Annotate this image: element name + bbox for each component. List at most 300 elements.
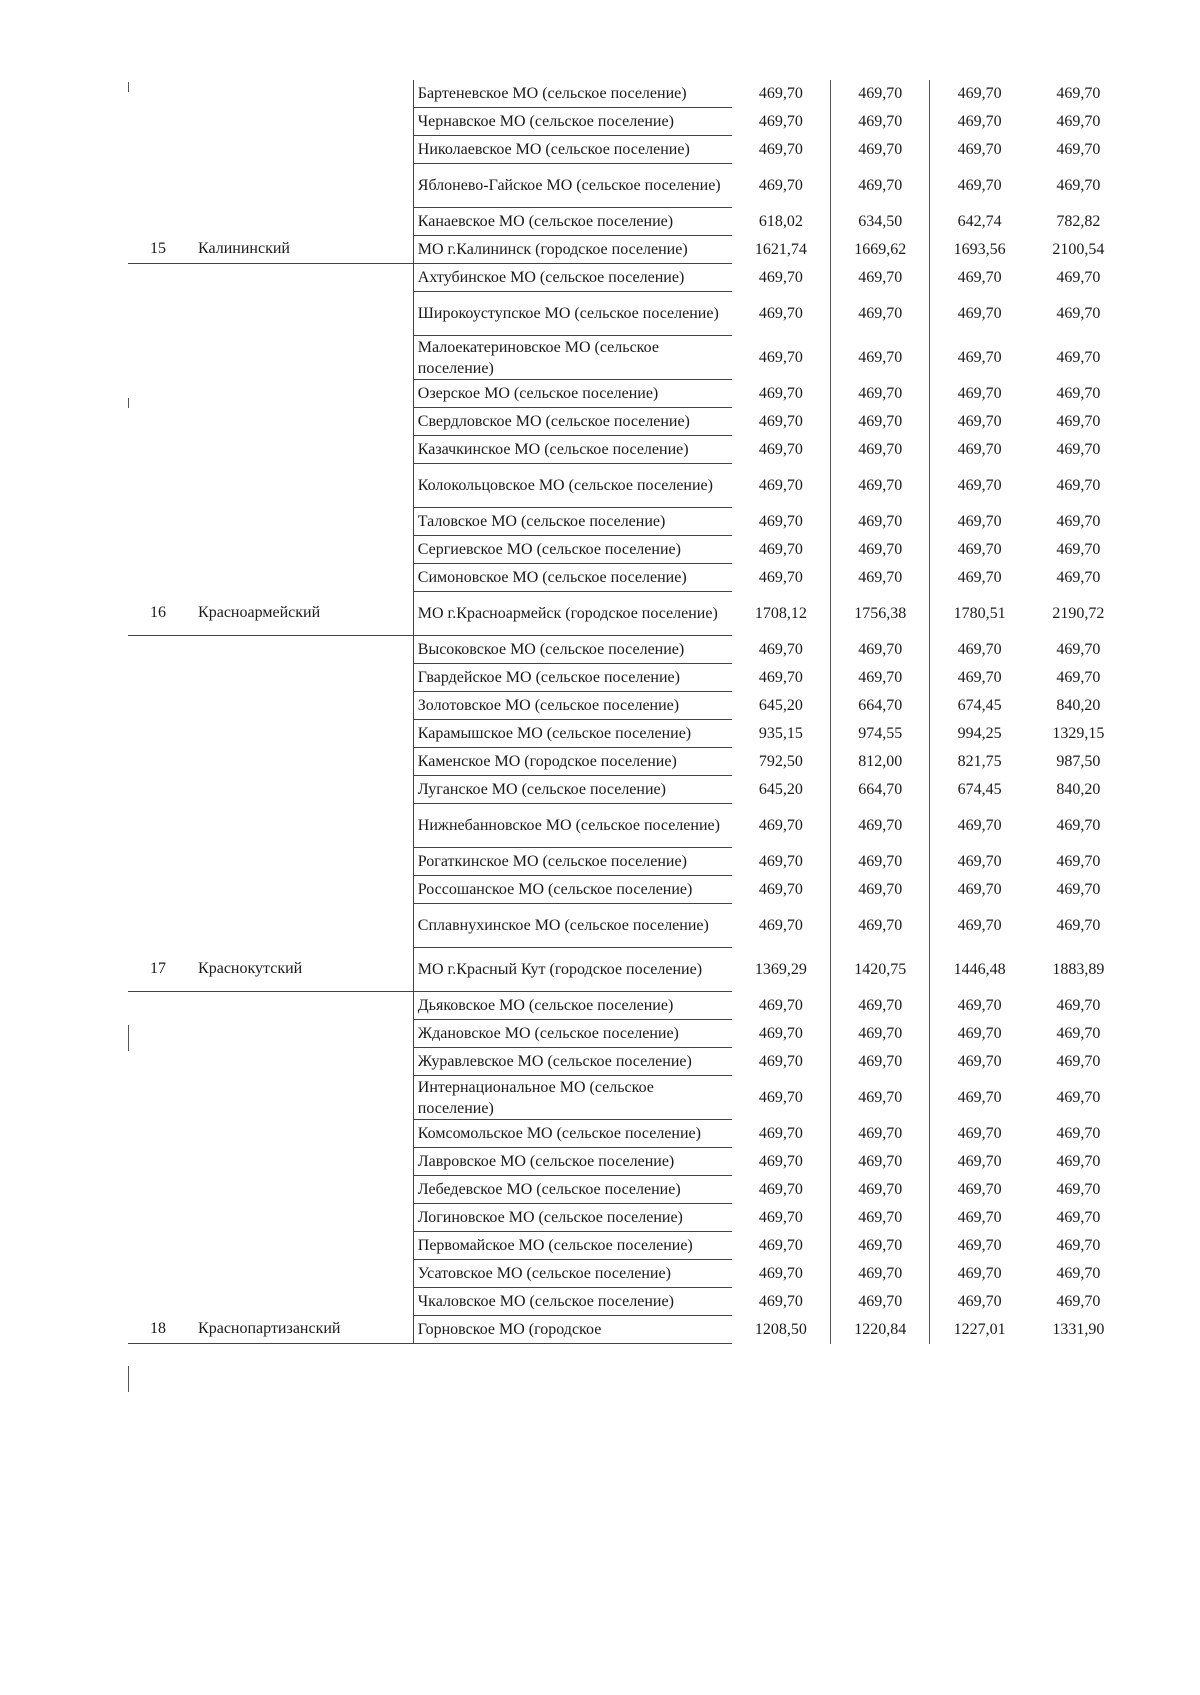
value-1: 469,70	[758, 268, 803, 286]
value-2: 974,55	[831, 720, 930, 748]
row-number	[128, 136, 188, 164]
district-name	[188, 1260, 413, 1288]
value-2: 469,70	[831, 992, 930, 1020]
municipality-name: Логиновское МО (сельское поселение)	[413, 1204, 731, 1232]
value-4: 469,70	[1056, 1052, 1101, 1070]
value-1: 469,70	[758, 816, 803, 834]
value-1: 469,70	[758, 1088, 803, 1106]
row-number	[128, 508, 188, 536]
row-number	[128, 1020, 188, 1048]
district-name	[188, 80, 413, 108]
table-row	[128, 1048, 1128, 1076]
value-3: 469,70	[930, 1048, 1029, 1076]
value-2: 469,70	[831, 136, 930, 164]
value-2: 469,70	[831, 876, 930, 904]
district-name	[188, 804, 413, 848]
district-name	[188, 464, 413, 508]
municipality-name: Лавровское МО (сельское поселение)	[413, 1148, 731, 1176]
value-2: 469,70	[831, 108, 930, 136]
value-2: 1220,84	[831, 1316, 930, 1344]
municipality-name: Колокольцовское МО (сельское поселение)	[413, 464, 731, 508]
value-1: 469,70	[758, 140, 803, 158]
value-4: 469,70	[1056, 540, 1101, 558]
value-4: 469,70	[1056, 816, 1101, 834]
subsidy-table	[128, 80, 1128, 1344]
district-name	[188, 508, 413, 536]
district-name	[188, 848, 413, 876]
value-3: 469,70	[930, 408, 1029, 436]
table-row	[128, 1020, 1128, 1048]
table-row	[128, 1120, 1128, 1148]
district-name	[188, 1020, 413, 1048]
district-name	[188, 748, 413, 776]
district-name	[188, 692, 413, 720]
value-1: 1708,12	[754, 604, 807, 622]
row-number	[128, 776, 188, 804]
value-3: 469,70	[930, 1288, 1029, 1316]
value-2: 469,70	[831, 1232, 930, 1260]
value-4: 469,70	[1056, 268, 1101, 286]
value-2: 664,70	[831, 692, 930, 720]
row-number	[128, 992, 188, 1020]
value-4: 469,70	[1056, 1088, 1101, 1106]
value-2: 469,70	[831, 804, 930, 848]
value-3: 469,70	[930, 536, 1029, 564]
value-3: 1693,56	[930, 236, 1029, 264]
scan-mark	[128, 1366, 129, 1392]
row-number	[128, 408, 188, 436]
municipality-name: Казачкинское МО (сельское поселение)	[413, 436, 731, 464]
row-number	[128, 1260, 188, 1288]
value-3: 469,70	[930, 664, 1029, 692]
district-name	[188, 776, 413, 804]
row-number	[128, 80, 188, 108]
municipality-name: Бартеневское МО (сельское поселение)	[413, 80, 731, 108]
municipality-name: Чернавское МО (сельское поселение)	[413, 108, 731, 136]
municipality-name: Горновское МО (городское	[413, 1316, 731, 1344]
table-row	[128, 564, 1128, 592]
value-4: 469,70	[1056, 512, 1101, 530]
value-1: 469,70	[758, 1292, 803, 1310]
municipality-name: МО г.Калининск (городское поселение)	[413, 236, 731, 264]
value-2: 469,70	[831, 1176, 930, 1204]
table-row	[128, 80, 1128, 108]
row-number	[128, 1288, 188, 1316]
value-1: 469,70	[758, 348, 803, 366]
value-4: 469,70	[1056, 852, 1101, 870]
district-name	[188, 536, 413, 564]
value-4: 469,70	[1056, 1024, 1101, 1042]
value-4: 469,70	[1056, 476, 1101, 494]
value-2: 469,70	[831, 1048, 930, 1076]
value-3: 469,70	[930, 992, 1029, 1020]
value-4: 469,70	[1056, 1292, 1101, 1310]
table-row	[128, 664, 1128, 692]
district-name	[188, 664, 413, 692]
district-name	[188, 1076, 413, 1120]
table-row	[128, 1288, 1128, 1316]
municipality-name: Гвардейское МО (сельское поселение)	[413, 664, 731, 692]
table-row	[128, 536, 1128, 564]
municipality-name: Каменское МО (городское поселение)	[413, 748, 731, 776]
municipality-name: Симоновское МО (сельское поселение)	[413, 564, 731, 592]
row-number: 17	[128, 948, 188, 992]
district-name	[188, 1204, 413, 1232]
value-2: 469,70	[831, 380, 930, 408]
value-1: 469,70	[758, 916, 803, 934]
table-row	[128, 508, 1128, 536]
table-row	[128, 720, 1128, 748]
table-row	[128, 636, 1128, 664]
value-2: 1420,75	[831, 948, 930, 992]
value-3: 469,70	[930, 80, 1029, 108]
value-3: 469,70	[930, 336, 1029, 380]
value-3: 642,74	[930, 208, 1029, 236]
value-1: 469,70	[758, 880, 803, 898]
municipality-name: Дьяковское МО (сельское поселение)	[413, 992, 731, 1020]
table-row	[128, 1076, 1128, 1120]
value-1: 469,70	[758, 1180, 803, 1198]
value-1: 469,70	[758, 384, 803, 402]
value-3: 469,70	[930, 848, 1029, 876]
table-row	[128, 748, 1128, 776]
value-3: 469,70	[930, 1076, 1029, 1120]
value-3: 674,45	[930, 776, 1029, 804]
value-4: 469,70	[1056, 880, 1101, 898]
value-4: 2190,72	[1052, 604, 1105, 622]
value-1: 469,70	[758, 476, 803, 494]
value-1: 469,70	[758, 1236, 803, 1254]
row-number: 18	[128, 1316, 188, 1344]
value-4: 469,70	[1056, 996, 1101, 1014]
value-2: 469,70	[831, 436, 930, 464]
municipality-name: Усатовское МО (сельское поселение)	[413, 1260, 731, 1288]
value-4: 1331,90	[1052, 1320, 1105, 1338]
row-number	[128, 1076, 188, 1120]
value-1: 469,70	[758, 1152, 803, 1170]
value-1: 469,70	[758, 112, 803, 130]
value-3: 469,70	[930, 508, 1029, 536]
district-name	[188, 1048, 413, 1076]
table-row	[128, 108, 1128, 136]
value-2: 469,70	[831, 1260, 930, 1288]
value-3: 469,70	[930, 564, 1029, 592]
value-4: 469,70	[1056, 1152, 1101, 1170]
value-4: 469,70	[1056, 440, 1101, 458]
row-number	[128, 904, 188, 948]
value-2: 469,70	[831, 264, 930, 292]
value-4: 840,20	[1056, 696, 1101, 714]
district-name: Краснопартизанский	[188, 1316, 413, 1344]
row-number	[128, 1176, 188, 1204]
value-2: 664,70	[831, 776, 930, 804]
value-2: 469,70	[831, 1148, 930, 1176]
table-row	[128, 264, 1128, 292]
table-row	[128, 436, 1128, 464]
value-4: 469,70	[1056, 1236, 1101, 1254]
scan-mark	[128, 1025, 129, 1051]
district-name	[188, 164, 413, 208]
value-3: 469,70	[930, 1020, 1029, 1048]
municipality-name: Чкаловское МО (сельское поселение)	[413, 1288, 731, 1316]
value-3: 469,70	[930, 636, 1029, 664]
value-1: 469,70	[758, 1124, 803, 1142]
value-1: 469,70	[758, 852, 803, 870]
value-3: 821,75	[930, 748, 1029, 776]
table-row	[128, 1204, 1128, 1232]
value-4: 469,70	[1056, 176, 1101, 194]
table-row	[128, 992, 1128, 1020]
municipality-name: Малоекатериновское МО (сельское поселение)	[413, 336, 731, 380]
district-row	[128, 948, 1128, 992]
district-name	[188, 1148, 413, 1176]
municipality-name: Первомайское МО (сельское поселение)	[413, 1232, 731, 1260]
district-name	[188, 876, 413, 904]
district-name	[188, 1232, 413, 1260]
row-number	[128, 164, 188, 208]
value-3: 469,70	[930, 436, 1029, 464]
table-row	[128, 804, 1128, 848]
value-2: 469,70	[831, 664, 930, 692]
value-4: 469,70	[1056, 916, 1101, 934]
row-number	[128, 636, 188, 664]
municipality-name: Журавлевское МО (сельское поселение)	[413, 1048, 731, 1076]
district-name	[188, 292, 413, 336]
row-number	[128, 336, 188, 380]
value-4: 987,50	[1056, 752, 1101, 770]
district-name	[188, 108, 413, 136]
value-2: 469,70	[831, 80, 930, 108]
value-1: 469,70	[758, 176, 803, 194]
municipality-name: Сплавнухинское МО (сельское поселение)	[413, 904, 731, 948]
value-3: 469,70	[930, 292, 1029, 336]
row-number	[128, 108, 188, 136]
district-name	[188, 564, 413, 592]
value-4: 1883,89	[1052, 960, 1105, 978]
table-row	[128, 904, 1128, 948]
district-row	[128, 592, 1128, 636]
row-number	[128, 436, 188, 464]
value-2: 469,70	[831, 904, 930, 948]
value-3: 469,70	[930, 1148, 1029, 1176]
value-1: 792,50	[758, 752, 803, 770]
value-1: 645,20	[758, 780, 803, 798]
row-number	[128, 1048, 188, 1076]
table-row	[128, 1148, 1128, 1176]
row-number	[128, 264, 188, 292]
value-2: 812,00	[831, 748, 930, 776]
value-3: 674,45	[930, 692, 1029, 720]
row-number	[128, 536, 188, 564]
value-3: 1227,01	[930, 1316, 1029, 1344]
municipality-name: Ждановское МО (сельское поселение)	[413, 1020, 731, 1048]
value-4: 469,70	[1056, 640, 1101, 658]
table-row	[128, 776, 1128, 804]
table-row	[128, 464, 1128, 508]
value-4: 1329,15	[1052, 724, 1105, 742]
value-1: 469,70	[758, 512, 803, 530]
value-4: 469,70	[1056, 140, 1101, 158]
value-1: 1369,29	[754, 960, 807, 978]
district-name	[188, 1120, 413, 1148]
value-3: 994,25	[930, 720, 1029, 748]
table-row	[128, 136, 1128, 164]
value-2: 469,70	[831, 536, 930, 564]
value-3: 469,70	[930, 164, 1029, 208]
scan-mark	[128, 82, 129, 92]
value-1: 469,70	[758, 540, 803, 558]
district-name	[188, 904, 413, 948]
municipality-name: Озерское МО (сельское поселение)	[413, 380, 731, 408]
value-4: 469,70	[1056, 1208, 1101, 1226]
district-name	[188, 436, 413, 464]
district-row	[128, 236, 1128, 264]
value-1: 469,70	[758, 1208, 803, 1226]
value-2: 469,70	[831, 408, 930, 436]
municipality-name: Широкоуступское МО (сельское поселение)	[413, 292, 731, 336]
table-row	[128, 408, 1128, 436]
value-4: 840,20	[1056, 780, 1101, 798]
table-row	[128, 208, 1128, 236]
municipality-name: Рогаткинское МО (сельское поселение)	[413, 848, 731, 876]
district-name	[188, 380, 413, 408]
district-name	[188, 636, 413, 664]
row-number	[128, 804, 188, 848]
district-name	[188, 136, 413, 164]
value-3: 469,70	[930, 136, 1029, 164]
value-2: 1669,62	[831, 236, 930, 264]
row-number: 16	[128, 592, 188, 636]
municipality-name: Комсомольское МО (сельское поселение)	[413, 1120, 731, 1148]
table-row	[128, 1260, 1128, 1288]
value-2: 469,70	[831, 636, 930, 664]
value-2: 469,70	[831, 848, 930, 876]
district-name	[188, 1176, 413, 1204]
table-row	[128, 876, 1128, 904]
municipality-name: Россошанское МО (сельское поселение)	[413, 876, 731, 904]
row-number	[128, 720, 188, 748]
row-number	[128, 848, 188, 876]
scan-mark	[128, 398, 129, 408]
value-3: 1446,48	[930, 948, 1029, 992]
municipality-name: Лебедевское МО (сельское поселение)	[413, 1176, 731, 1204]
value-1: 469,70	[758, 668, 803, 686]
value-3: 469,70	[930, 1260, 1029, 1288]
district-name	[188, 720, 413, 748]
value-4: 469,70	[1056, 668, 1101, 686]
value-2: 469,70	[831, 1076, 930, 1120]
row-number	[128, 876, 188, 904]
district-row	[128, 1316, 1128, 1344]
table-row	[128, 164, 1128, 208]
value-3: 1780,51	[930, 592, 1029, 636]
value-1: 469,70	[758, 640, 803, 658]
value-4: 782,82	[1056, 212, 1101, 230]
district-name	[188, 264, 413, 292]
row-number	[128, 664, 188, 692]
table-row	[128, 848, 1128, 876]
value-4: 469,70	[1056, 1124, 1101, 1142]
district-name	[188, 408, 413, 436]
value-1: 645,20	[758, 696, 803, 714]
district-name: Красноармейский	[188, 592, 413, 636]
row-number	[128, 692, 188, 720]
value-2: 469,70	[831, 164, 930, 208]
value-2: 469,70	[831, 336, 930, 380]
value-2: 469,70	[831, 1120, 930, 1148]
value-1: 1208,50	[754, 1320, 807, 1338]
value-1: 469,70	[758, 1264, 803, 1282]
municipality-name: Карамышское МО (сельское поселение)	[413, 720, 731, 748]
value-1: 935,15	[758, 724, 803, 742]
row-number	[128, 1120, 188, 1148]
municipality-name: Интернациональное МО (сельское поселение)	[413, 1076, 731, 1120]
value-2: 469,70	[831, 508, 930, 536]
value-4: 469,70	[1056, 1180, 1101, 1198]
row-number	[128, 748, 188, 776]
value-3: 469,70	[930, 1204, 1029, 1232]
municipality-name: Нижнебанновское МО (сельское поселение)	[413, 804, 731, 848]
municipality-name: Таловское МО (сельское поселение)	[413, 508, 731, 536]
municipality-name: Канаевское МО (сельское поселение)	[413, 208, 731, 236]
value-1: 469,70	[758, 412, 803, 430]
value-1: 469,70	[758, 304, 803, 322]
value-1: 469,70	[758, 568, 803, 586]
value-1: 469,70	[758, 1024, 803, 1042]
value-4: 469,70	[1056, 412, 1101, 430]
value-3: 469,70	[930, 904, 1029, 948]
row-number	[128, 292, 188, 336]
municipality-name: Высоковское МО (сельское поселение)	[413, 636, 731, 664]
row-number	[128, 1232, 188, 1260]
value-2: 469,70	[831, 1020, 930, 1048]
value-3: 469,70	[930, 264, 1029, 292]
value-4: 469,70	[1056, 384, 1101, 402]
value-2: 1756,38	[831, 592, 930, 636]
table-row	[128, 380, 1128, 408]
table-row	[128, 1232, 1128, 1260]
value-1: 469,70	[758, 996, 803, 1014]
municipality-name: Ахтубинское МО (сельское поселение)	[413, 264, 731, 292]
district-name	[188, 208, 413, 236]
district-name	[188, 336, 413, 380]
value-1: 1621,74	[754, 240, 807, 258]
value-2: 469,70	[831, 1204, 930, 1232]
value-3: 469,70	[930, 1120, 1029, 1148]
value-3: 469,70	[930, 380, 1029, 408]
municipality-name: Сергиевское МО (сельское поселение)	[413, 536, 731, 564]
value-2: 469,70	[831, 464, 930, 508]
row-number	[128, 1204, 188, 1232]
row-number	[128, 208, 188, 236]
value-3: 469,70	[930, 108, 1029, 136]
value-4: 469,70	[1056, 568, 1101, 586]
municipality-name: Свердловское МО (сельское поселение)	[413, 408, 731, 436]
municipality-name: МО г.Красноармейск (городское поселение)	[413, 592, 731, 636]
table-row	[128, 692, 1128, 720]
value-3: 469,70	[930, 1232, 1029, 1260]
municipality-name: МО г.Красный Кут (городское поселение)	[413, 948, 731, 992]
row-number	[128, 464, 188, 508]
value-2: 469,70	[831, 564, 930, 592]
district-name	[188, 1288, 413, 1316]
value-3: 469,70	[930, 464, 1029, 508]
municipality-name: Яблонево-Гайское МО (сельское поселение)	[413, 164, 731, 208]
value-4: 469,70	[1056, 1264, 1101, 1282]
district-name	[188, 992, 413, 1020]
value-4: 469,70	[1056, 112, 1101, 130]
district-name: Калининский	[188, 236, 413, 264]
